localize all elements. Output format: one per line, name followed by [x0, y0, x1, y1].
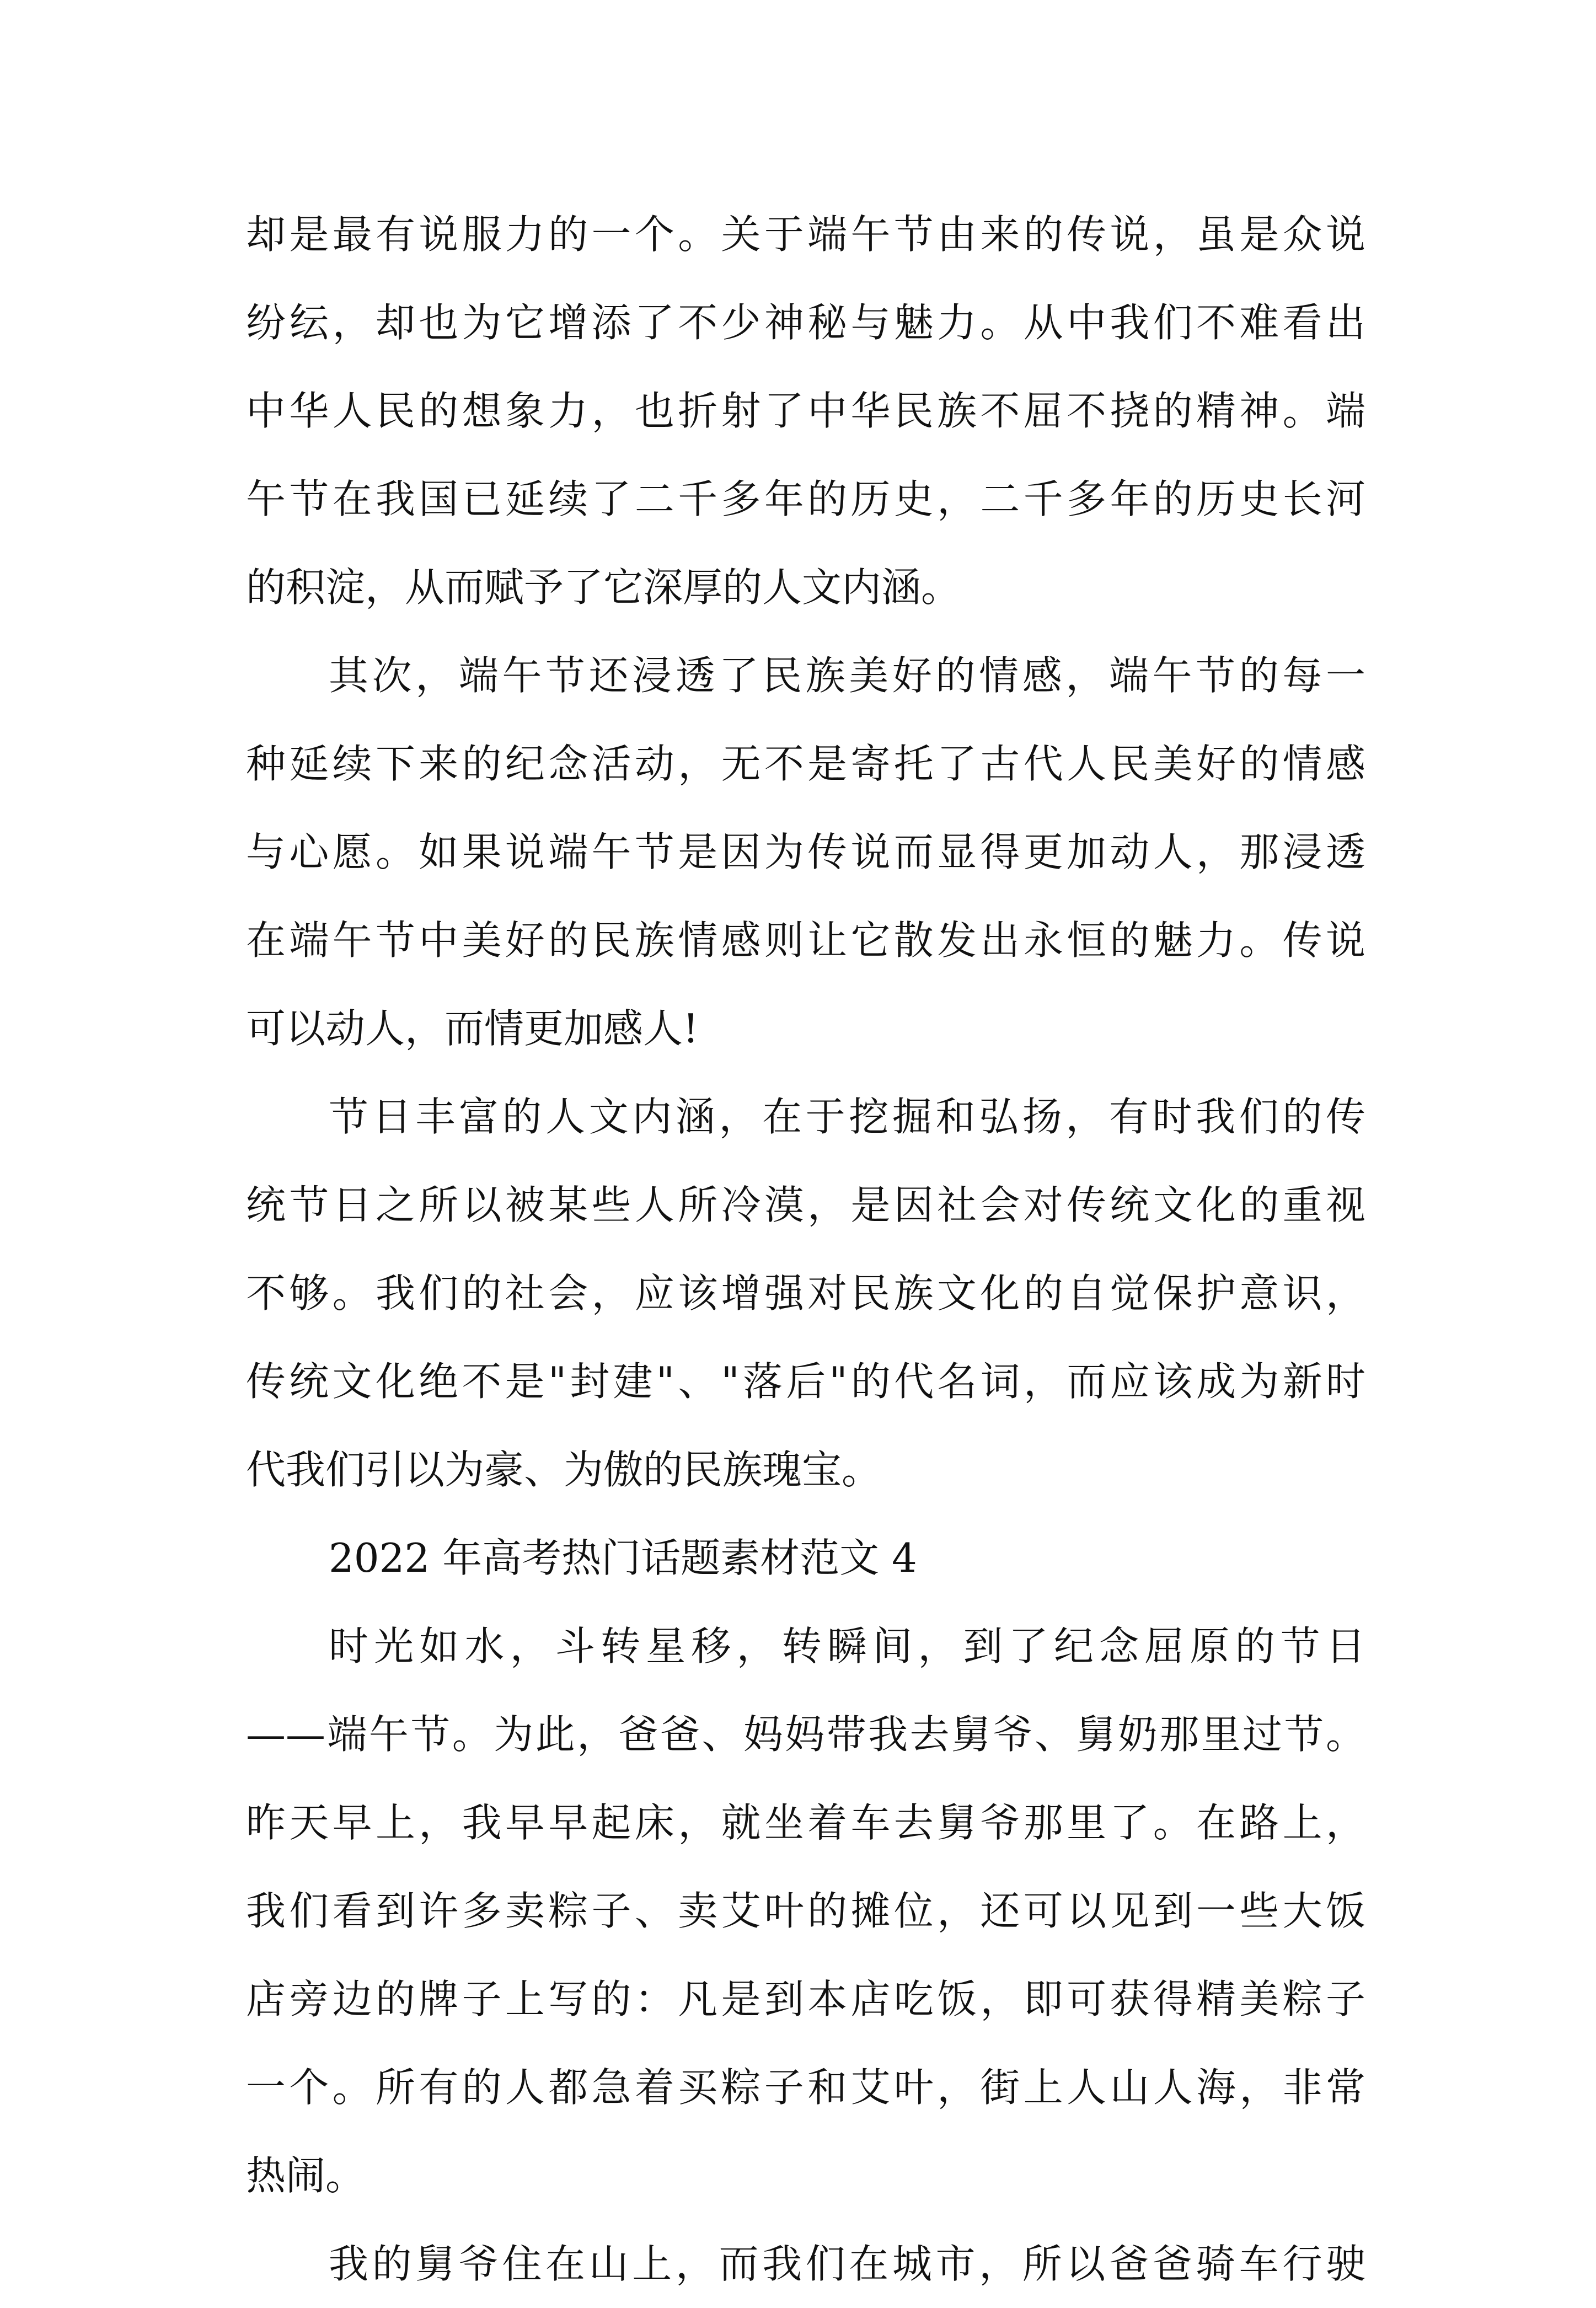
- paragraph-first-line: 其次，端午节还浸透了民族美好的情感，端午节的每一: [329, 652, 1365, 699]
- text-line: 代我们引以为豪、为傲的民族瑰宝。: [246, 1447, 882, 1493]
- text-line: ——端午节。为此，爸爸、妈妈带我去舅爷、舅奶那里过节。: [246, 1711, 1365, 1758]
- text-line: 热闹。: [246, 2152, 366, 2199]
- paragraph-first-line: 我的舅爷住在山上，而我们在城市，所以爸爸骑车行驶: [329, 2241, 1365, 2287]
- text-line: 传统文化绝不是"封建"、"落后"的代名词，而应该成为新时: [246, 1358, 1365, 1405]
- text-line: 一个。所有的人都急着买粽子和艾叶，街上人山人海，非常: [246, 2064, 1365, 2111]
- text-line: 与心愿。如果说端午节是因为传说而显得更加动人，那浸透: [246, 829, 1365, 875]
- text-line: 中华人民的想象力，也折射了中华民族不屈不挠的精神。端: [246, 388, 1365, 434]
- text-line: 在端午节中美好的民族情感则让它散发出永恒的魅力。传说: [246, 917, 1365, 963]
- text-line: 纷纭，却也为它增添了不少神秘与魅力。从中我们不难看出: [246, 299, 1365, 346]
- section-heading: 2022 年高考热门话题素材范文 4: [329, 1535, 917, 1581]
- text-line: 种延续下来的纪念活动，无不是寄托了古代人民美好的情感: [246, 741, 1365, 787]
- text-line: 不够。我们的社会，应该增强对民族文化的自觉保护意识，: [246, 1270, 1365, 1316]
- paragraph-first-line: 时光如水，斗转星移，转瞬间，到了纪念屈原的节日: [329, 1623, 1365, 1669]
- text-line: 可以动人，而情更加感人!: [246, 1005, 699, 1052]
- text-line: 统节日之所以被某些人所冷漠，是因社会对传统文化的重视: [246, 1182, 1365, 1228]
- text-line: 午节在我国已延续了二千多年的历史，二千多年的历史长河: [246, 476, 1365, 522]
- text-line: 却是最有说服力的一个。关于端午节由来的传说，虽是众说: [246, 211, 1365, 258]
- text-line: 的积淀，从而赋予了它深厚的人文内涵。: [246, 564, 961, 611]
- text-line: 店旁边的牌子上写的：凡是到本店吃饭，即可获得精美粽子: [246, 1976, 1365, 2022]
- text-line: 昨天早上，我早早起床，就坐着车去舅爷那里了。在路上，: [246, 1800, 1365, 1846]
- paragraph-first-line: 节日丰富的人文内涵，在于挖掘和弘扬，有时我们的传: [329, 1094, 1365, 1140]
- text-line: 我们看到许多卖粽子、卖艾叶的摊位，还可以见到一些大饭: [246, 1888, 1365, 1934]
